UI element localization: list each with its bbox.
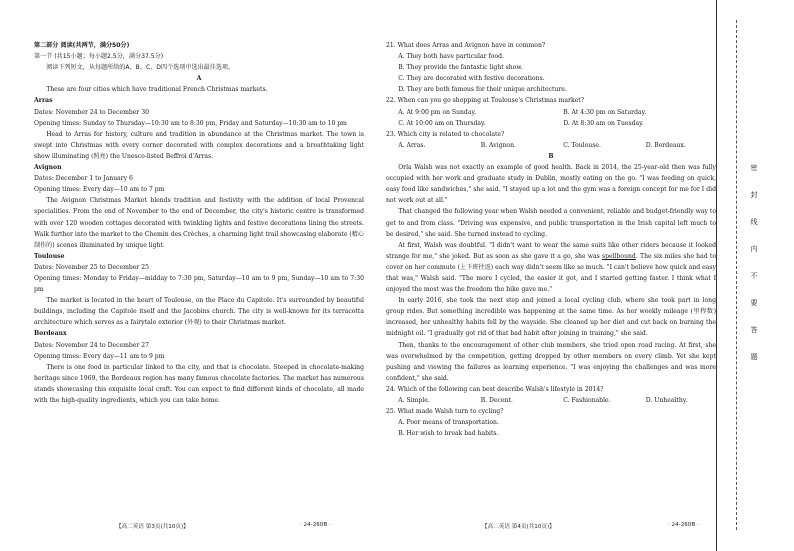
q23-options [386,140,716,151]
passage-b-p2: That changed the following year when Walsh needed a convenient, reliable and budget-friendly way to get to and from class. "Driving was expensive, and public transportation in the Irish capital left much to be desired," she said. She turned instead to cycling. [386,208,716,238]
bordeaux-hours: Opening times: Every day—11 am to 9 pm [34,352,165,360]
section-header: 第一节 (共15小题；每小题2.5分，满分37.5分) [34,53,164,61]
q24-option-a: A. Simple. [398,397,430,404]
right-page-code: · 24-260B · [668,522,699,528]
q24-options [386,395,716,406]
q22-options-row-2 [386,118,716,129]
seal-dashed-line [736,20,737,530]
left-page-code: · 24-260B · [300,522,331,528]
q22-option-d: D. At 8:30 am on Tuesday. [563,119,644,127]
toulouse-body: The market is located in the heart of Toulouse, on the Place du Capitole. It's surrounded by beautiful buildings, including the Capitole itself and the Jacobins church. The city is well-known for its terracotta architecture which serves as a fairytale exterior (外观) to their Christmas market. [34,297,364,327]
bordeaux-dates: Dates: November 24 to December 27 [34,341,150,349]
bordeaux-body: There is one food in particular linked to the city, and that is chocolate. Steeped in chocolate-making heritage since 1969, the Bordeaux region has many famous chocolate factories. The market has numerous stands showcasing this exquisite local craft. You can expect to find different kinds of chocolate, all made with the high-quality ingredients, which you can take home. [34,363,364,404]
passage-b-p5: Then, thanks to the encouragement of other club members, she tried open road racing. At first, she was overwhelmed by the competition, getting dropped by other members on every climb. Yet she kept pushing and viewing the failures as learning experience. "I was enjoying the challenges and was more confident," she said. [386,341,716,382]
left-column [34,40,364,406]
city-heading-bordeaux: Bordeaux [34,330,67,338]
q23-option-b: B. Avignon. [480,141,516,149]
toulouse-dates: Dates: November 25 to December 25 [34,263,150,271]
q22-option-a: A. At 9:00 pm on Sunday. [398,108,477,116]
city-heading-toulouse: Toulouse [34,252,65,260]
q25-option-b: B. Her wish to break bad habits. [398,430,499,438]
binding-margin [716,0,794,551]
part-header: 第二部分 阅读(共两节，满分50分) [34,42,130,49]
q21-option-d: D. They are both famous for their unique architecture. [398,86,567,94]
passage-a-label: A [196,75,202,83]
q24-option-b: B. Decent. [480,397,513,404]
q24-stem: 24. Which of the following can best describe Walsh's lifestyle in 2014? [386,385,604,393]
passage-b-p3 [386,240,716,295]
p3-text-after: . The six miles she had to cover on her commute (上下班往返) each way didn't seem like so much. "I can't believe how quick and easy that was," Walsh said. "The more I cycled, the easier it got, and I started getting faster. I think what I enjoyed the most was the freedom the bike gave me." [386,252,716,294]
p3-text-before: At first, Walsh was doubtful. "I didn't want to wear the same suits like other riders because it looked strange for me," she joked. But as soon as she gave it a go, she was [386,241,716,260]
arras-dates: Dates: November 24 to December 30 [34,108,150,116]
q22-options-row-1 [386,107,716,118]
q23-option-c: C. Toulouse. [563,141,601,149]
q25-option-a: A. Poor means of transportation. [398,419,499,427]
q22-stem: 22. When can you go shopping at Toulouse's Christmas market? [386,97,584,105]
passage-b-p1: Orla Walsh was not exactly an example of good health. Back in 2014, the 25-year-old then was fully occupied with her work and graduate study in Dublin, mostly eating on the go. "I was feeding on quick, easy food like sandwiches," she said. "I stayed up a lot and the gym was a foreign concept for me for I did not work out at all." [386,164,716,205]
q23-option-d: D. Bordeaux. [645,141,686,149]
city-heading-avignon: Avignon [34,164,62,172]
toulouse-hours: Opening times: Monday to Friday—midday to 7:30 pm, Saturday—10 am to 9 pm, Sunday—10 am to 7:30 pm [34,274,364,294]
q22-option-b: B. At 4:30 pm on Saturday. [563,108,647,116]
city-heading-arras: Arras [34,97,53,105]
arras-hours: Opening times: Sunday to Thursday—10:30 am to 8:30 pm, Friday and Saturday—10:30 am to 10 pm [34,119,347,127]
right-column [386,40,716,439]
seal-line-notice: 密 封 线 内 不 要 答 题 [750,164,758,361]
instruction: 阅读下列短文，从每题所给的A、B、C、D四个选项中选出最佳选项。 [46,64,235,72]
left-page-footer: 【高二英语 第3页(共10页)】 [116,524,189,530]
passage-b-label: B [548,152,554,160]
underlined-word-spellbound: spellbound [601,252,636,260]
q24-option-d: D. Unhealthy. [645,397,688,404]
q23-stem: 23. Which city is related to chocolate? [386,130,505,138]
passage-b-p4: In early 2016, she took the next step and joined a local cycling club, where she took part in long group rides. But something incredible was happening at the same time. As her weekly mileage (里程数) increased, her unhealthy habits fell by the wayside. She cleaned up her diet and cut back on burning the midnight oil. "I gradually got rid of that bad habit after joining in training," she said. [386,297,716,338]
q25-stem: 25. What made Walsh turn to cycling? [386,408,504,416]
q22-option-c: C. At 10:00 am on Thursday. [398,119,486,127]
margin-border-line [716,0,717,551]
q23-option-a: A. Arras. [398,141,426,149]
avignon-hours: Opening times: Every day—10 am to 7 pm [34,186,165,194]
passage-a-intro: These are four cities which have traditional French Christmas markets. [46,86,268,94]
arras-body: Head to Arras for history, culture and tradition in abundance at the Christmas market. The town is swept into Christmas with every corner decorated with complex decorations and a breathtaking light show illuminating (照亮) the Unesco-listed Beffroi d'Arras. [34,130,364,160]
q21-option-c: C. They are decorated with festive decorations. [398,75,545,83]
avignon-dates: Dates: December 1 to January 6 [34,175,133,183]
q21-stem: 21. What does Arras and Avignon have in common? [386,42,546,49]
q21-option-b: B. They provide the fantastic light show. [398,64,523,72]
right-page-footer: 【高二英语 第4页(共10页)】 [482,524,555,530]
avignon-body: The Avignon Christmas Market blends tradition and festivity with the addition of local Provencal specialities. From the end of November to the end of December, the city's historic centre is transformed with over 120 wooden cottages decorated with twinkling lights and festive decorations lining the streets. Walk further into the market to the Chemin des Crèches, a charming light trail showcasing elaborate (精心制作的) scenes illuminated by unique light. [34,197,364,249]
q24-option-c: C. Fashionable. [563,397,611,404]
q21-option-a: A. They both have particular food. [398,53,504,61]
